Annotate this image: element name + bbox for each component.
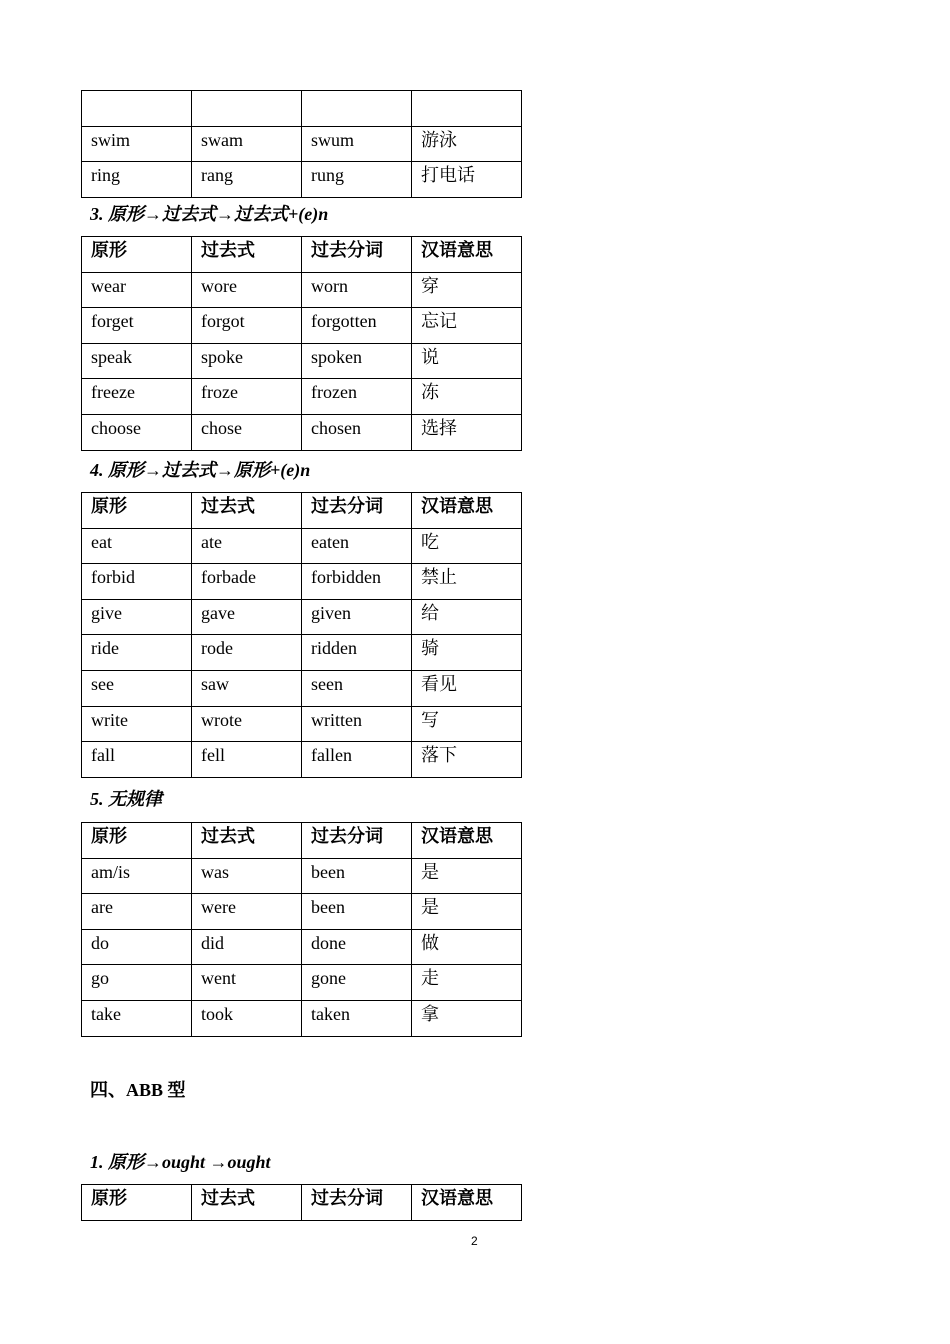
table-cell: rung [302, 162, 412, 198]
header-cell: 过去式 [192, 237, 302, 273]
header-cell: 过去分词 [302, 493, 412, 529]
table-row [82, 894, 522, 930]
table-cell: gave [192, 599, 302, 635]
table-row [82, 343, 522, 379]
table-row [82, 599, 522, 635]
table-pattern-4 [81, 492, 522, 778]
table-cell: forbid [82, 564, 192, 600]
table-cell: 忘记 [412, 308, 522, 344]
heading-pattern-5: 5. 无规律 [90, 789, 162, 809]
page-number: 2 [471, 1234, 478, 1248]
table-cell: swum [302, 126, 412, 162]
table-pattern-5 [81, 822, 522, 1037]
table-cell: take [82, 1000, 192, 1036]
heading-pattern-4: 4. 原形→过去式→原形+(e)n [90, 460, 311, 480]
table-cell: are [82, 894, 192, 930]
table-cell: 穿 [412, 272, 522, 308]
table-cell: freeze [82, 379, 192, 415]
table-cell: been [302, 858, 412, 894]
header-cell: 原形 [82, 823, 192, 859]
table-cell: worn [302, 272, 412, 308]
table-cell: forget [82, 308, 192, 344]
table-cell: rode [192, 635, 302, 671]
table-cell: 拿 [412, 1000, 522, 1036]
table-cell: saw [192, 670, 302, 706]
table-cell: see [82, 670, 192, 706]
table-cell: go [82, 965, 192, 1001]
table-row [82, 564, 522, 600]
table-cell: went [192, 965, 302, 1001]
table-cell: chosen [302, 414, 412, 450]
table-top-continuation [81, 90, 522, 198]
table-cell: rang [192, 162, 302, 198]
table-cell: spoke [192, 343, 302, 379]
header-cell: 过去式 [192, 1185, 302, 1221]
table-pattern-3 [81, 236, 522, 451]
table-row [82, 528, 522, 564]
table-cell: froze [192, 379, 302, 415]
table-cell: am/is [82, 858, 192, 894]
header-cell: 汉语意思 [412, 823, 522, 859]
table-header-row [82, 237, 522, 273]
table-cell: did [192, 929, 302, 965]
table-row [82, 929, 522, 965]
table-cell: give [82, 599, 192, 635]
table-cell: 看见 [412, 670, 522, 706]
table-header-row [82, 1185, 522, 1221]
table-row [82, 706, 522, 742]
table-cell: 是 [412, 894, 522, 930]
table-row [82, 1000, 522, 1036]
table-cell: 吃 [412, 528, 522, 564]
header-cell: 汉语意思 [412, 493, 522, 529]
table-cell: taken [302, 1000, 412, 1036]
table-cell: 是 [412, 858, 522, 894]
header-cell: 汉语意思 [412, 237, 522, 273]
header-cell: 汉语意思 [412, 1185, 522, 1221]
table-cell: eat [82, 528, 192, 564]
table-row [82, 414, 522, 450]
heading-abb-pattern-1: 1. 原形→ought →ought [90, 1152, 271, 1172]
table-cell: frozen [302, 379, 412, 415]
table-cell: forbade [192, 564, 302, 600]
table-cell: 说 [412, 343, 522, 379]
table-cell: 走 [412, 965, 522, 1001]
table-abb-pattern-1 [81, 1184, 522, 1221]
table-cell: 禁止 [412, 564, 522, 600]
table-cell: fell [192, 742, 302, 778]
header-cell: 原形 [82, 493, 192, 529]
heading-pattern-3: 3. 原形→过去式→过去式+(e)n [90, 204, 329, 224]
table-cell [82, 91, 192, 127]
table-cell: gone [302, 965, 412, 1001]
table-cell: been [302, 894, 412, 930]
table-row [82, 635, 522, 671]
table-cell: 选择 [412, 414, 522, 450]
header-cell: 原形 [82, 237, 192, 273]
table-cell: was [192, 858, 302, 894]
table-cell [302, 91, 412, 127]
table-cell [192, 91, 302, 127]
table-row [82, 126, 522, 162]
table-cell: wrote [192, 706, 302, 742]
header-cell: 过去式 [192, 823, 302, 859]
table-cell: wore [192, 272, 302, 308]
table-cell: 游泳 [412, 126, 522, 162]
header-cell: 过去分词 [302, 237, 412, 273]
table-header-row [82, 493, 522, 529]
table-cell: chose [192, 414, 302, 450]
table-cell: choose [82, 414, 192, 450]
section-title-abb: 四、ABB 型 [90, 1080, 186, 1100]
table-row [82, 91, 522, 127]
table-cell: ring [82, 162, 192, 198]
table-header-row [82, 823, 522, 859]
header-cell: 过去分词 [302, 1185, 412, 1221]
table-cell: 骑 [412, 635, 522, 671]
table-cell: given [302, 599, 412, 635]
table-cell [412, 91, 522, 127]
table-cell: forgot [192, 308, 302, 344]
table-row [82, 308, 522, 344]
table-cell: written [302, 706, 412, 742]
table-cell: swam [192, 126, 302, 162]
table-cell: 做 [412, 929, 522, 965]
table-cell: speak [82, 343, 192, 379]
table-cell: wear [82, 272, 192, 308]
table-cell: 冻 [412, 379, 522, 415]
table-cell: were [192, 894, 302, 930]
table-cell: 落下 [412, 742, 522, 778]
table-cell: 写 [412, 706, 522, 742]
table-cell: fallen [302, 742, 412, 778]
header-cell: 原形 [82, 1185, 192, 1221]
table-row [82, 965, 522, 1001]
table-cell: seen [302, 670, 412, 706]
table-cell: 给 [412, 599, 522, 635]
table-cell: swim [82, 126, 192, 162]
table-cell: write [82, 706, 192, 742]
table-row [82, 162, 522, 198]
table-cell: forgotten [302, 308, 412, 344]
table-cell: eaten [302, 528, 412, 564]
table-cell: ridden [302, 635, 412, 671]
table-cell: took [192, 1000, 302, 1036]
table-cell: spoken [302, 343, 412, 379]
table-row [82, 858, 522, 894]
table-row [82, 272, 522, 308]
header-cell: 过去式 [192, 493, 302, 529]
table-row [82, 742, 522, 778]
table-row [82, 379, 522, 415]
table-cell: ride [82, 635, 192, 671]
table-cell: fall [82, 742, 192, 778]
table-cell: do [82, 929, 192, 965]
table-cell: 打电话 [412, 162, 522, 198]
table-row [82, 670, 522, 706]
table-cell: done [302, 929, 412, 965]
table-cell: ate [192, 528, 302, 564]
table-cell: forbidden [302, 564, 412, 600]
header-cell: 过去分词 [302, 823, 412, 859]
